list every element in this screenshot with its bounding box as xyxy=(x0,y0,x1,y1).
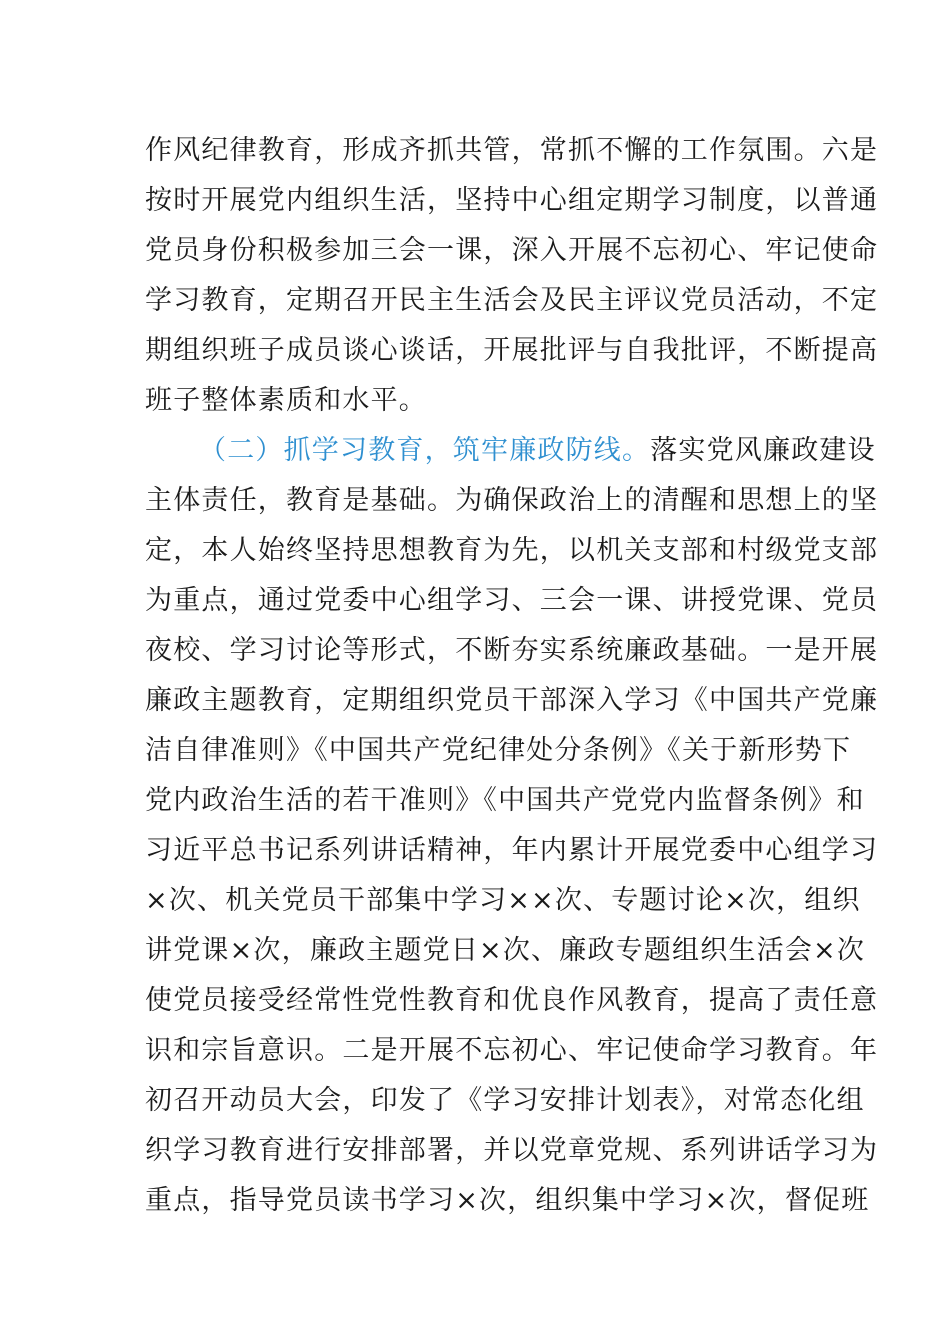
text-line: 主体责任，教育是基础。为确保政治上的清醒和思想上的坚 xyxy=(145,485,879,516)
section-heading: （二）抓学习教育，筑牢廉政防线。 xyxy=(199,435,651,466)
paragraph-2-first-line xyxy=(145,426,876,476)
text-line: 使党员接受经常性党性教育和优良作风教育，提高了责任意 xyxy=(145,985,879,1016)
text-line: 作风纪律教育，形成齐抓共管，常抓不懈的工作氛围。六是 xyxy=(145,135,879,166)
text-line: 洁自律准则》《中国共产党纪律处分条例》《关于新形势下 xyxy=(145,735,852,766)
text-line: 党员身份积极参加三会一课，深入开展不忘初心、牢记使命 xyxy=(145,235,879,266)
text-line: 织学习教育进行安排部署，并以党章党规、系列讲话学习为 xyxy=(145,1135,879,1166)
text-line: 落实党风廉政建设 xyxy=(650,435,876,466)
text-line: 习近平总书记系列讲话精神，年内累计开展党委中心组学习 xyxy=(145,835,879,866)
text-line: 识和宗旨意识。二是开展不忘初心、牢记使命学习教育。年 xyxy=(145,1035,879,1066)
text-line: 讲党课×次，廉政主题党日×次、廉政专题组织生活会×次 xyxy=(145,935,866,966)
text-line: 为重点，通过党委中心组学习、三会一课、讲授党课、党员 xyxy=(145,585,879,616)
text-line: 期组织班子成员谈心谈话，开展批评与自我批评，不断提高 xyxy=(145,335,879,366)
paragraph-2 xyxy=(145,426,879,1226)
text-line: 廉政主题教育，定期组织党员干部深入学习《中国共产党廉 xyxy=(145,685,879,716)
text-line: 党内政治生活的若干准则》《中国共产党党内监督条例》和 xyxy=(145,785,865,816)
text-line: 定，本人始终坚持思想教育为先，以机关支部和村级党支部 xyxy=(145,535,879,566)
paragraph-1 xyxy=(145,126,879,426)
document-body xyxy=(145,126,879,1226)
text-line: 班子整体素质和水平。 xyxy=(145,385,427,416)
text-line: 学习教育，定期召开民主生活会及民主评议党员活动，不定 xyxy=(145,285,879,316)
text-line: 重点，指导党员读书学习×次，组织集中学习×次，督促班 xyxy=(145,1185,870,1216)
text-line: 按时开展党内组织生活，坚持中心组定期学习制度，以普通 xyxy=(145,185,879,216)
text-line: ×次、机关党员干部集中学习××次、专题讨论×次，组织 xyxy=(145,885,861,916)
text-line: 初召开动员大会，印发了《学习安排计划表》，对常态化组 xyxy=(145,1085,865,1116)
text-line: 夜校、学习讨论等形式，不断夯实系统廉政基础。一是开展 xyxy=(145,635,879,666)
